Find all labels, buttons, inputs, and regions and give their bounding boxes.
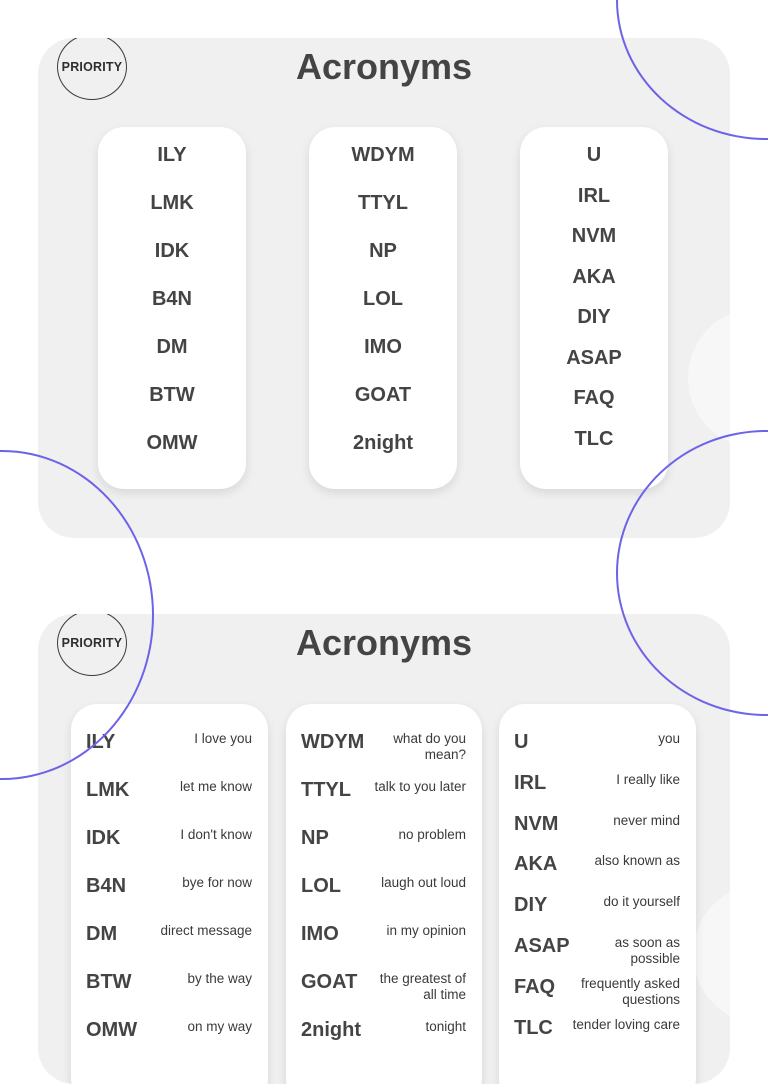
acronym-item: B4N bbox=[151, 288, 192, 310]
acronym-abbr: DIY bbox=[514, 894, 548, 917]
acronym-item: IMO bbox=[364, 336, 402, 358]
acronym-meaning: never mind bbox=[613, 812, 680, 828]
acronym-item: LMK bbox=[150, 192, 194, 214]
acronym-meaning: let me know bbox=[179, 779, 252, 794]
acronym-abbr: BTW bbox=[86, 971, 132, 993]
acronym-item: DIY bbox=[577, 306, 611, 328]
acronym-abbr: DM bbox=[86, 923, 118, 945]
acronym-abbr: LOL bbox=[301, 875, 341, 897]
logo-text: PRIORITY bbox=[61, 636, 123, 650]
acronym-row bbox=[86, 1018, 252, 1058]
acronym-item: FAQ bbox=[573, 387, 615, 409]
acronym-row bbox=[86, 970, 252, 1010]
acronym-meaning: tender loving care bbox=[572, 1016, 680, 1032]
decorative-circle bbox=[693, 884, 730, 1024]
acronym-item: ASAP bbox=[566, 346, 622, 369]
acronym-row bbox=[86, 826, 252, 866]
acronyms-card-bottom bbox=[38, 614, 730, 1084]
acronym-meaning: no problem bbox=[398, 827, 466, 842]
acronym-row bbox=[86, 730, 252, 770]
acronym-meaning: tonight bbox=[425, 1019, 466, 1034]
acronym-abbr: ASAP bbox=[514, 935, 570, 957]
acronym-item: DM bbox=[156, 336, 188, 358]
acronym-meaning: you bbox=[658, 731, 680, 746]
acronym-abbr: GOAT bbox=[301, 971, 358, 993]
acronym-item: TLC bbox=[574, 427, 614, 450]
acronym-row bbox=[514, 934, 680, 974]
acronym-abbr: TLC bbox=[514, 1016, 553, 1039]
acronym-abbr: WDYM bbox=[301, 731, 365, 753]
acronym-item: LOL bbox=[363, 288, 403, 310]
acronym-abbr: AKA bbox=[514, 853, 558, 876]
acronyms-card-top bbox=[38, 38, 730, 538]
acronym-row bbox=[301, 826, 466, 866]
acronym-abbr: FAQ bbox=[514, 975, 556, 998]
acronym-item: OMW bbox=[146, 432, 198, 454]
acronym-meaning: frequently asked questions bbox=[580, 975, 680, 1007]
acronym-row bbox=[514, 975, 680, 1015]
acronym-meaning: bye for now bbox=[182, 875, 252, 890]
acronym-row bbox=[86, 778, 252, 818]
acronym-row bbox=[301, 778, 466, 818]
acronym-row bbox=[301, 970, 466, 1010]
acronym-item: GOAT bbox=[354, 384, 412, 406]
acronym-meaning: laugh out loud bbox=[381, 875, 466, 890]
decorative-circle bbox=[688, 308, 730, 448]
acronym-item: WDYM bbox=[351, 144, 415, 166]
acronym-item: BTW bbox=[149, 384, 195, 406]
acronym-item: U bbox=[586, 144, 602, 166]
acronym-meaning: in my opinion bbox=[386, 923, 466, 938]
logo-text: PRIORITY bbox=[61, 60, 123, 74]
acronym-item: IDK bbox=[154, 240, 190, 262]
acronym-row bbox=[514, 852, 680, 892]
acronym-row bbox=[514, 812, 680, 852]
acronym-meaning: I love you bbox=[194, 731, 252, 746]
acronym-column-1 bbox=[98, 127, 246, 489]
acronym-meaning: on my way bbox=[187, 1019, 252, 1034]
acronym-abbr: NP bbox=[301, 827, 329, 849]
acronym-meaning: the greatest of all time bbox=[379, 971, 466, 1002]
page-title: Acronyms bbox=[295, 622, 473, 663]
acronym-meaning: as soon as possible bbox=[614, 935, 680, 966]
acronym-abbr: U bbox=[514, 731, 529, 753]
acronym-abbr: NVM bbox=[514, 812, 559, 835]
acronym-row bbox=[301, 922, 466, 962]
acronym-meaning-column-2 bbox=[286, 704, 482, 1084]
acronym-item: 2night bbox=[353, 432, 413, 454]
acronym-item: ILY bbox=[157, 144, 187, 166]
acronym-meaning-column-1 bbox=[71, 704, 268, 1084]
acronym-item: NP bbox=[369, 240, 397, 262]
acronym-row bbox=[86, 922, 252, 962]
acronym-list bbox=[98, 143, 246, 479]
acronym-abbr: TTYL bbox=[301, 779, 351, 801]
acronym-row bbox=[86, 874, 252, 914]
acronym-abbr: B4N bbox=[86, 875, 127, 897]
acronym-row bbox=[301, 874, 466, 914]
acronym-list bbox=[520, 143, 668, 467]
acronym-meaning: what do you mean? bbox=[393, 731, 466, 762]
acronym-meaning: do it yourself bbox=[603, 894, 680, 910]
acronym-meaning: I really like bbox=[616, 771, 680, 787]
acronym-row bbox=[301, 730, 466, 770]
acronym-meaning-column-3 bbox=[499, 704, 696, 1084]
acronym-column-3 bbox=[520, 127, 668, 489]
acronym-meaning: by the way bbox=[187, 971, 252, 986]
acronym-item: NVM bbox=[571, 225, 617, 247]
acronym-row bbox=[514, 893, 680, 933]
acronym-item: IRL bbox=[577, 184, 611, 207]
acronym-row bbox=[301, 1018, 466, 1058]
acronym-column-2 bbox=[309, 127, 457, 489]
acronym-abbr: IDK bbox=[86, 827, 121, 849]
acronym-item: TTYL bbox=[358, 192, 408, 214]
acronym-abbr: 2night bbox=[301, 1019, 361, 1041]
acronym-meaning: also known as bbox=[594, 853, 680, 869]
acronym-meaning: direct message bbox=[160, 923, 252, 938]
acronym-abbr: ILY bbox=[86, 731, 116, 753]
acronym-abbr: OMW bbox=[86, 1019, 138, 1041]
page-title: Acronyms bbox=[295, 46, 473, 87]
acronym-row bbox=[514, 1016, 680, 1056]
acronym-row bbox=[514, 730, 680, 770]
acronym-meaning: I don't know bbox=[180, 827, 252, 842]
acronym-abbr: IRL bbox=[514, 771, 547, 794]
acronym-abbr: LMK bbox=[86, 779, 130, 801]
acronym-abbr: IMO bbox=[301, 923, 339, 945]
acronym-item: AKA bbox=[572, 265, 616, 288]
acronym-meaning: talk to you later bbox=[374, 779, 466, 794]
acronym-list bbox=[309, 143, 457, 479]
acronym-row bbox=[514, 771, 680, 811]
